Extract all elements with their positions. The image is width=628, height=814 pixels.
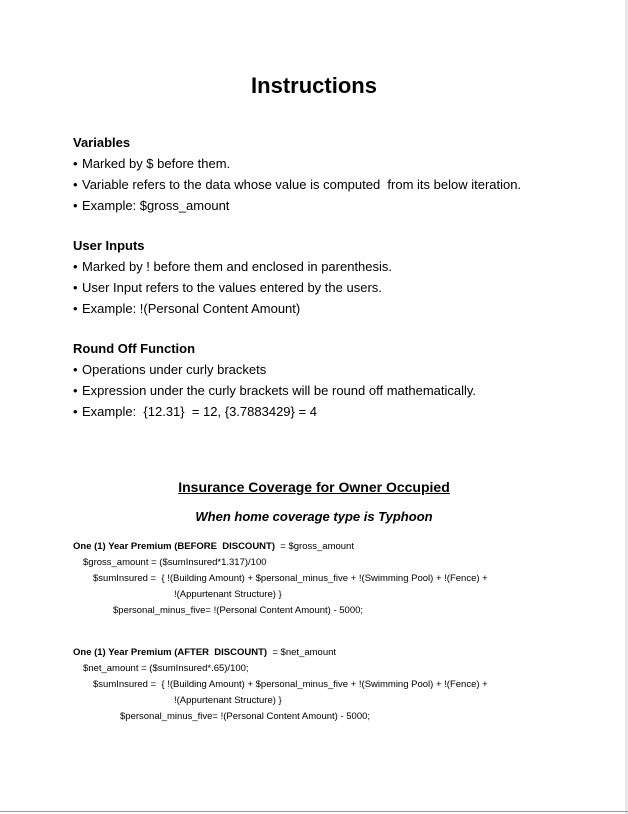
bullet-item bbox=[73, 298, 392, 319]
bullet-text: User Input refers to the values entered by the users. bbox=[82, 280, 382, 295]
formula-sum-insured: $sumInsured = { !(Building Amount) + $personal_minus_five + !(Swimming Pool) + !(Fence) + bbox=[93, 573, 488, 584]
insurance-subtitle: When home coverage type is Typhoon bbox=[195, 509, 433, 524]
bullet-item bbox=[73, 153, 521, 174]
premium-before-heading bbox=[73, 540, 354, 553]
bullet-item bbox=[73, 380, 476, 401]
bullet-text: Marked by $ before them. bbox=[82, 156, 231, 171]
page-bottom-divider bbox=[0, 811, 628, 812]
bullet-text: Expression under the curly brackets will be round off mathematically. bbox=[82, 383, 477, 398]
bullet-dot: • bbox=[73, 301, 78, 316]
premium-after-heading bbox=[73, 646, 336, 659]
bullet-item bbox=[73, 174, 521, 195]
bullet-item bbox=[73, 359, 476, 380]
bullet-item bbox=[73, 401, 476, 422]
bullet-dot: • bbox=[73, 259, 78, 274]
bullet-text: Example: $gross_amount bbox=[82, 198, 230, 213]
section-user-inputs bbox=[73, 235, 392, 319]
bullet-item bbox=[73, 277, 392, 298]
section-variables bbox=[73, 132, 521, 216]
bullet-dot: • bbox=[73, 383, 78, 398]
premium-before-label: One (1) Year Premium (BEFORE DISCOUNT) bbox=[73, 541, 276, 552]
bullet-text: Operations under curly brackets bbox=[82, 362, 267, 377]
section-heading: Round Off Function bbox=[73, 341, 196, 356]
bullet-text: Marked by ! before them and enclosed in parenthesis. bbox=[82, 259, 393, 274]
bullet-dot: • bbox=[73, 280, 78, 295]
bullet-text: Variable refers to the data whose value is computed from its below iteration. bbox=[82, 177, 522, 192]
formula-sum-insured-cont: !(Appurtenant Structure) } bbox=[174, 589, 282, 600]
bullet-item bbox=[73, 195, 521, 216]
formula-gross-amount: $gross_amount = ($sumInsured*1.317)/100 bbox=[83, 557, 267, 568]
bullet-item bbox=[73, 256, 392, 277]
premium-before-value: = $gross_amount bbox=[275, 541, 354, 552]
bullet-dot: • bbox=[73, 404, 78, 419]
bullet-text: Example: {12.31} = 12, {3.7883429} = 4 bbox=[82, 404, 317, 419]
page-title: Instructions bbox=[251, 73, 377, 98]
formula-sum-insured-cont: !(Appurtenant Structure) } bbox=[174, 695, 282, 706]
bullet-dot: • bbox=[73, 198, 78, 213]
formula-net-amount: $net_amount = ($sumInsured*.65)/100; bbox=[83, 663, 249, 674]
section-round-off bbox=[73, 338, 476, 422]
bullet-text: Example: !(Personal Content Amount) bbox=[82, 301, 301, 316]
formula-personal-minus-five: $personal_minus_five= !(Personal Content Amount) - 5000; bbox=[120, 711, 371, 722]
premium-after-label: One (1) Year Premium (AFTER DISCOUNT) bbox=[73, 647, 268, 658]
section-heading: Variables bbox=[73, 135, 131, 150]
bullet-dot: • bbox=[73, 362, 78, 377]
formula-personal-minus-five: $personal_minus_five= !(Personal Content Amount) - 5000; bbox=[113, 605, 364, 616]
insurance-title: Insurance Coverage for Owner Occupied bbox=[178, 479, 450, 495]
premium-after-value: = $net_amount bbox=[267, 647, 337, 658]
bullet-dot: • bbox=[73, 156, 78, 171]
bullet-dot: • bbox=[73, 177, 78, 192]
formula-sum-insured: $sumInsured = { !(Building Amount) + $personal_minus_five + !(Swimming Pool) + !(Fence) + bbox=[93, 679, 488, 690]
section-heading: User Inputs bbox=[73, 238, 145, 253]
